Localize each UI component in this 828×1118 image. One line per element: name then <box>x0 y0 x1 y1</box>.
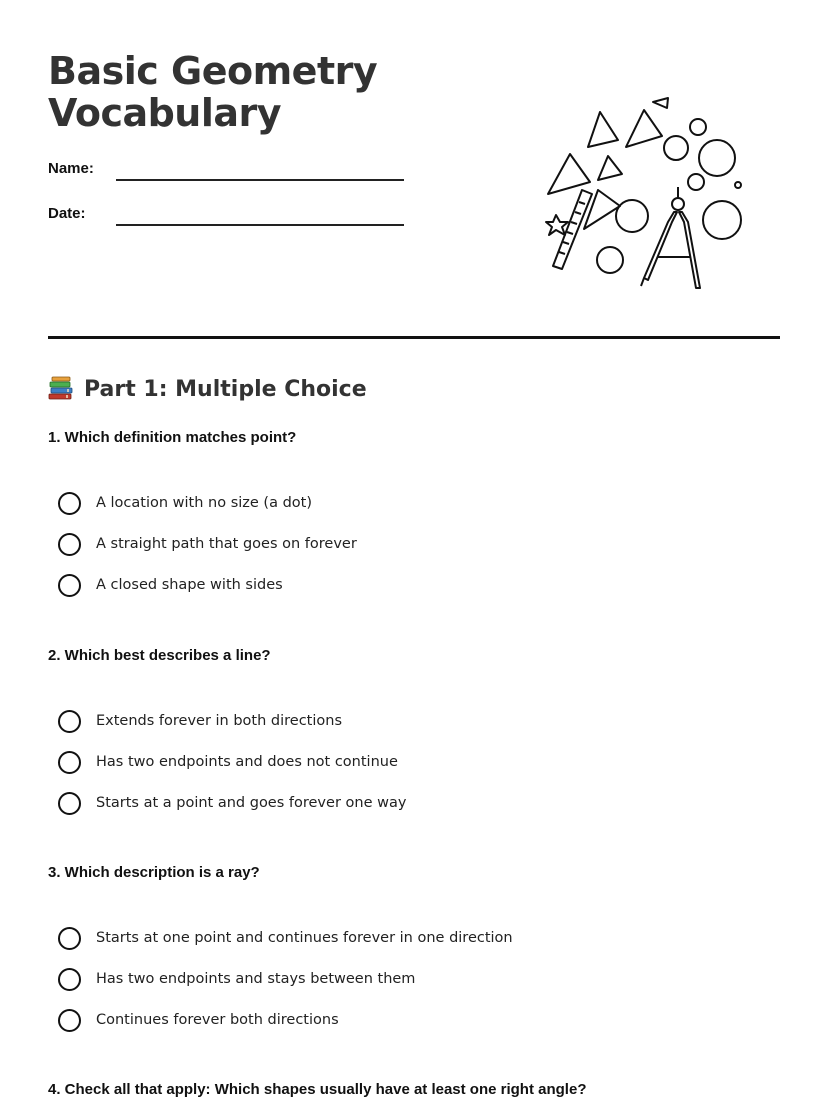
question-2-option-2[interactable] <box>58 749 398 775</box>
radio-button[interactable] <box>58 533 81 556</box>
option-label: Has two endpoints and stays between them <box>96 971 416 987</box>
question-2-prompt: 2. Which best describes a line? <box>48 647 271 664</box>
option-label: A straight path that goes on forever <box>96 536 357 552</box>
option-label: Extends forever in both directions <box>96 713 343 729</box>
question-4-prompt: 4. Check all that apply: Which shapes usually have at least one right angle? <box>48 1081 587 1098</box>
radio-button[interactable] <box>58 927 81 950</box>
question-3-option-1[interactable] <box>58 925 513 951</box>
geometry-tools-illustration-icon <box>540 92 750 302</box>
question-2-option-3[interactable] <box>58 790 406 816</box>
date-label: Date: <box>48 205 86 222</box>
part1-heading <box>48 374 367 404</box>
radio-button[interactable] <box>58 968 81 991</box>
section-divider <box>48 336 780 339</box>
radio-button[interactable] <box>58 792 81 815</box>
question-3-option-2[interactable] <box>58 966 415 992</box>
name-input-line[interactable] <box>116 179 404 181</box>
name-label: Name: <box>48 160 94 177</box>
question-1-option-2[interactable] <box>58 531 357 557</box>
option-label: A location with no size (a dot) <box>96 495 313 511</box>
radio-button[interactable] <box>58 751 81 774</box>
question-3-prompt: 3. Which description is a ray? <box>48 864 260 881</box>
option-label: Starts at a point and goes forever one way <box>96 795 407 811</box>
option-label: Continues forever both directions <box>96 1012 339 1028</box>
radio-button[interactable] <box>58 574 81 597</box>
radio-button[interactable] <box>58 1009 81 1032</box>
question-1-option-1[interactable] <box>58 490 312 516</box>
radio-button[interactable] <box>58 492 81 515</box>
worksheet-title <box>48 50 377 134</box>
radio-button[interactable] <box>58 710 81 733</box>
date-input-line[interactable] <box>116 224 404 226</box>
option-label: Starts at one point and continues forever in one direction <box>96 930 513 946</box>
option-label: A closed shape with sides <box>96 577 283 593</box>
title-line-1: Basic Geometry <box>48 49 378 93</box>
question-1-option-3[interactable] <box>58 572 283 598</box>
part1-title: Part 1: Multiple Choice <box>84 376 367 402</box>
question-1-prompt: 1. Which definition matches point? <box>48 429 297 446</box>
books-icon <box>48 376 74 402</box>
question-2-option-1[interactable] <box>58 708 342 734</box>
question-3-option-3[interactable] <box>58 1007 339 1033</box>
title-line-2: Vocabulary <box>48 91 282 135</box>
option-label: Has two endpoints and does not continue <box>96 754 398 770</box>
